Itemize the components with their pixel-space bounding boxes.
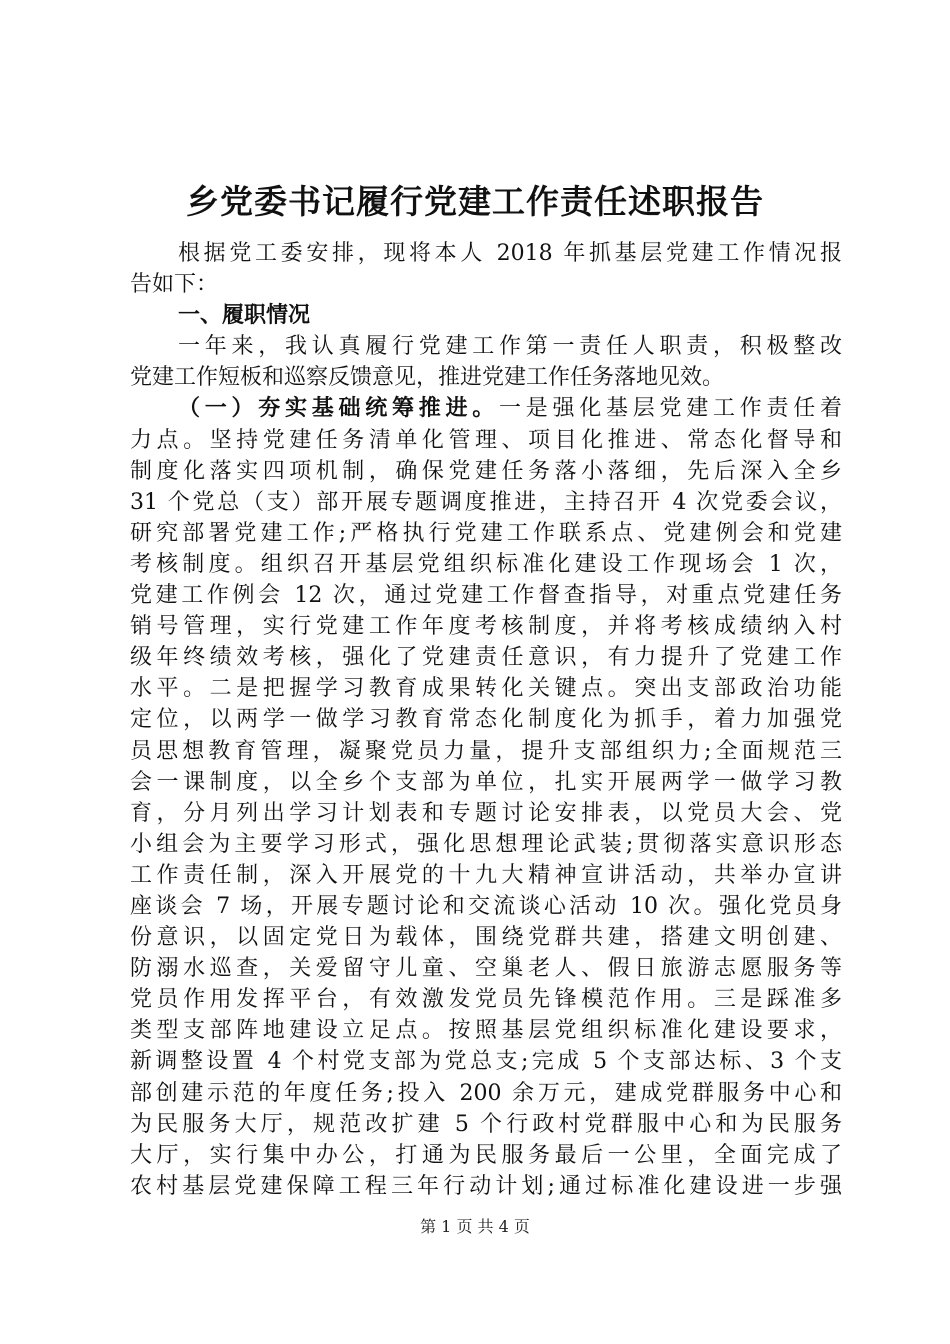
line-text: 定位，以两学一做学习教育常态化制度化为抓手，着力加强党 [130,707,842,733]
line-text: 小组会为主要学习形式，强化思想理论武装;贯彻落实意识形态 [130,831,842,857]
body-line [130,829,842,860]
subsection-heading: （一）夯实基础统筹推进。 [178,395,499,422]
body-line [130,704,842,735]
line-text: 一是强化基层党建工作责任着 [499,396,842,422]
body-line [130,1171,842,1202]
line-text: 考核制度。组织召开基层党组织标准化建设工作现场会 1 次， [130,551,842,577]
line-text: 一、履职情况 [178,302,311,329]
body-line [130,393,842,424]
body-line [130,673,842,704]
line-text: 级年终绩效考核，强化了党建责任意识，有力提升了党建工作 [130,645,842,671]
line-text: 防溺水巡查，关爱留守儿童、空巢老人、假日旅游志愿服务等 [130,956,842,982]
body-line [130,984,842,1015]
line-text: 部创建示范的年度任务;投入 200 余万元，建成党群服务中心和 [130,1080,842,1106]
line-text: 工作责任制，深入开展党的十九大精神宣讲活动，共举办宣讲 [130,862,842,888]
line-text: 座谈会 7 场，开展专题讨论和交流谈心活动 10 次。强化党员身 [130,893,842,919]
body-line [130,269,842,300]
body-line [130,456,842,487]
body-line [130,611,842,642]
body-line [130,953,842,984]
line-text: 31 个党总（支）部开展专题调度推进，主持召开 4 次党委会议， [130,489,842,515]
body-line [130,922,842,953]
body-line [130,487,842,518]
line-text: 份意识，以固定党日为载体，围绕党群共建，搭建文明创建、 [130,925,842,951]
body-line [130,549,842,580]
body-line [130,331,842,362]
section-heading [130,300,842,331]
body-line [130,580,842,611]
body-line [130,798,842,829]
line-text: 研究部署党建工作;严格执行党建工作联系点、党建例会和党建 [130,520,842,546]
body-line [130,736,842,767]
line-text: 类型支部阵地建设立足点。按照基层党组织标准化建设要求， [130,1018,842,1044]
page-footer: 第 1 页 共 4 页 [420,1217,530,1236]
line-text: 大厅，实行集中办公，打通为民服务最后一公里，全面完成了 [130,1142,842,1168]
line-text: 员思想教育管理，凝聚党员力量，提升支部组织力;全面规范三 [130,738,842,764]
body-line [130,1109,842,1140]
body-line [130,238,842,269]
body-line [130,518,842,549]
body-line [130,1015,842,1046]
line-text: 为民服务大厅，规范改扩建 5 个行政村党群服中心和为民服务 [130,1111,842,1137]
line-text: 党员作用发挥平台，有效激发党员先锋模范作用。三是踩准多 [130,987,842,1013]
body-line [130,891,842,922]
body-line [130,642,842,673]
line-text: 党建工作例会 12 次，通过党建工作督查指导，对重点党建任务 [130,583,842,609]
line-text: 一年来，我认真履行党建工作第一责任人职责，积极整改 [178,334,842,360]
document-body [130,238,842,1202]
line-text: 告如下： [130,272,219,298]
line-text: 会一课制度，以全乡个支部为单位，扎实开展两学一做学习教 [130,769,842,795]
line-text: 新调整设置 4 个村党支部为党总支;完成 5 个支部达标、3 个支 [130,1049,842,1075]
line-text: 水平。二是把握学习教育成果转化关键点。突出支部政治功能 [130,676,842,702]
body-line [130,1078,842,1109]
body-line [130,767,842,798]
body-line [130,425,842,456]
line-text: 育，分月列出学习计划表和专题讨论安排表，以党员大会、党 [130,800,842,826]
line-text: 力点。坚持党建任务清单化管理、项目化推进、常态化督导和 [130,427,842,453]
body-line [130,362,842,393]
document-title: 乡党委书记履行党建工作责任述职报告 [186,182,764,221]
body-line [130,860,842,891]
body-line [130,1046,842,1077]
line-text: 党建工作短板和巡察反馈意见，推进党建工作任务落地见效。 [130,365,725,391]
body-line [130,1140,842,1171]
line-text: 农村基层党建保障工程三年行动计划;通过标准化建设进一步强 [130,1173,842,1199]
line-text: 根据党工委安排，现将本人 2018 年抓基层党建工作情况报 [178,241,842,266]
line-text: 销号管理，实行党建工作年度考核制度，并将考核成绩纳入村 [130,614,842,640]
line-text: 制度化落实四项机制，确保党建任务落小落细，先后深入全乡 [130,458,842,484]
